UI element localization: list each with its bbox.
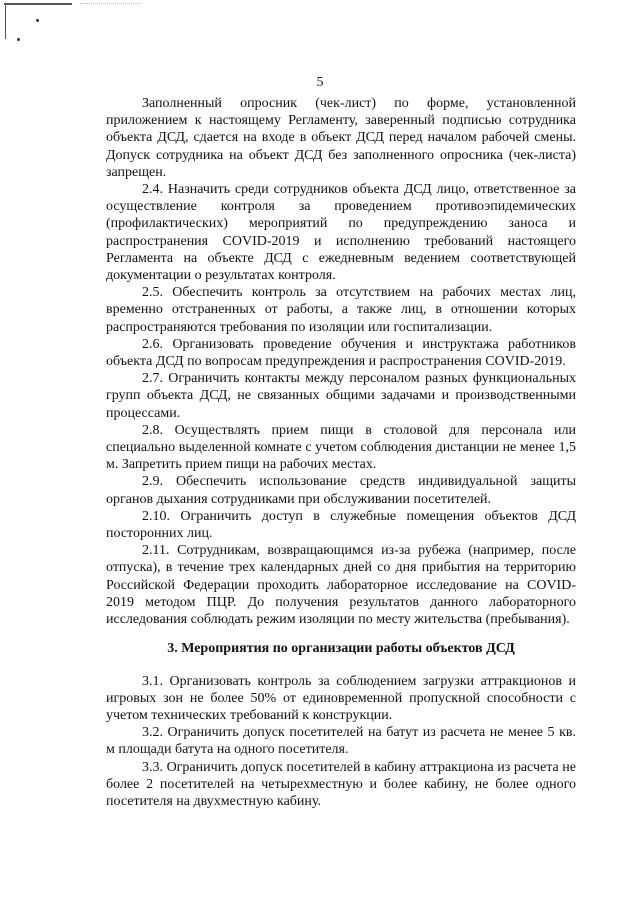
paragraph-2-7: 2.7. Ограничить контакты между персоналом разных функциональных групп объекта ДСД, не связанных общими задачами и производственными процессами. xyxy=(106,371,576,421)
paragraph-2-9: 2.9. Обеспечить использование средств индивидуальной защиты органов дыхания сотрудниками при обслуживании посетителей. xyxy=(106,474,576,507)
page-number: 5 xyxy=(316,75,324,90)
section-heading: 3. Мероприятия по организации работы объектов ДСД xyxy=(167,641,515,657)
scan-artifact-line xyxy=(4,3,72,5)
paragraph-3-2: 3.2. Ограничить допуск посетителей на батут из расчета не менее 5 кв. м площади батута на одного посетителя. xyxy=(106,725,576,758)
paragraph-2-10: 2.10. Ограничить доступ в служебные помещения объектов ДСД посторонних лиц. xyxy=(106,508,576,542)
paragraph-3-1: 3.1. Организовать контроль за соблюдением загрузки аттракционов и игровых зон не более 50% от единовременной пропускной способности с учетом технических требований к конструкции. xyxy=(106,673,576,723)
paragraph-2-4: 2.4. Назначить среди сотрудников объекта ДСД лицо, ответственное за осуществление контроля за проведением противоэпидемических (профилактических) мероприятий по предупреждению заноса и распространения COVID-2019 и исполнению требований настоящего Регламента на объекте ДСД с ежедневным ведением соответствующей документации о результатах контроля. xyxy=(106,182,576,284)
scan-artifact-bar xyxy=(5,5,6,39)
paragraph-2-5: 2.5. Обеспечить контроль за отсутствием на рабочих местах лиц, временно отстраненных от работы, а также лиц, в отношении которых распространяются требования по изоляции или госпитализации. xyxy=(106,285,576,335)
paragraph-2-6: 2.6. Организовать проведение обучения и инструктажа работников объекта ДСД по вопросам предупреждения и распространения COVID-2019. xyxy=(106,336,576,370)
scan-artifact-dot xyxy=(36,19,39,22)
paragraph-3-3: 3.3. Ограничить допуск посетителей в кабину аттракциона из расчета не более 2 посетителей на четырехместную и более кабину, не более одного посетителя на двухместную кабину. xyxy=(106,759,576,809)
paragraph-2-8: 2.8. Осуществлять прием пищи в столовой для персонала или специально выделенной комнате с учетом соблюдения дистанции не менее 1,5 м. Запретить прием пищи на рабочих местах. xyxy=(106,422,576,473)
paragraph-checklist: Заполненный опросник (чек-лист) по форме, установленной приложением к настоящему Регламенту, заверенный подписью сотрудника объекта ДСД, сдается на входе в объект ДСД перед началом рабочей смены. Допуск сотрудника на объект ДСД без заполненного опросника (чек-листа) запрещен. xyxy=(106,96,576,180)
paragraph-2-11: 2.11. Сотрудникам, возвращающимся из-за рубежа (например, после отпуска), в течение трех календарных дней со дня прибытия на территорию Российской Федерации проходить лабораторное исследование на COVID-2019 методом ПЦР. До получения результатов данного лабораторного исследования соблюдать режим изоляции по месту жительства (пребывания). xyxy=(106,543,576,628)
document-body xyxy=(106,95,576,810)
scan-artifact-dots xyxy=(80,3,140,5)
scan-artifact-dot xyxy=(17,38,20,41)
